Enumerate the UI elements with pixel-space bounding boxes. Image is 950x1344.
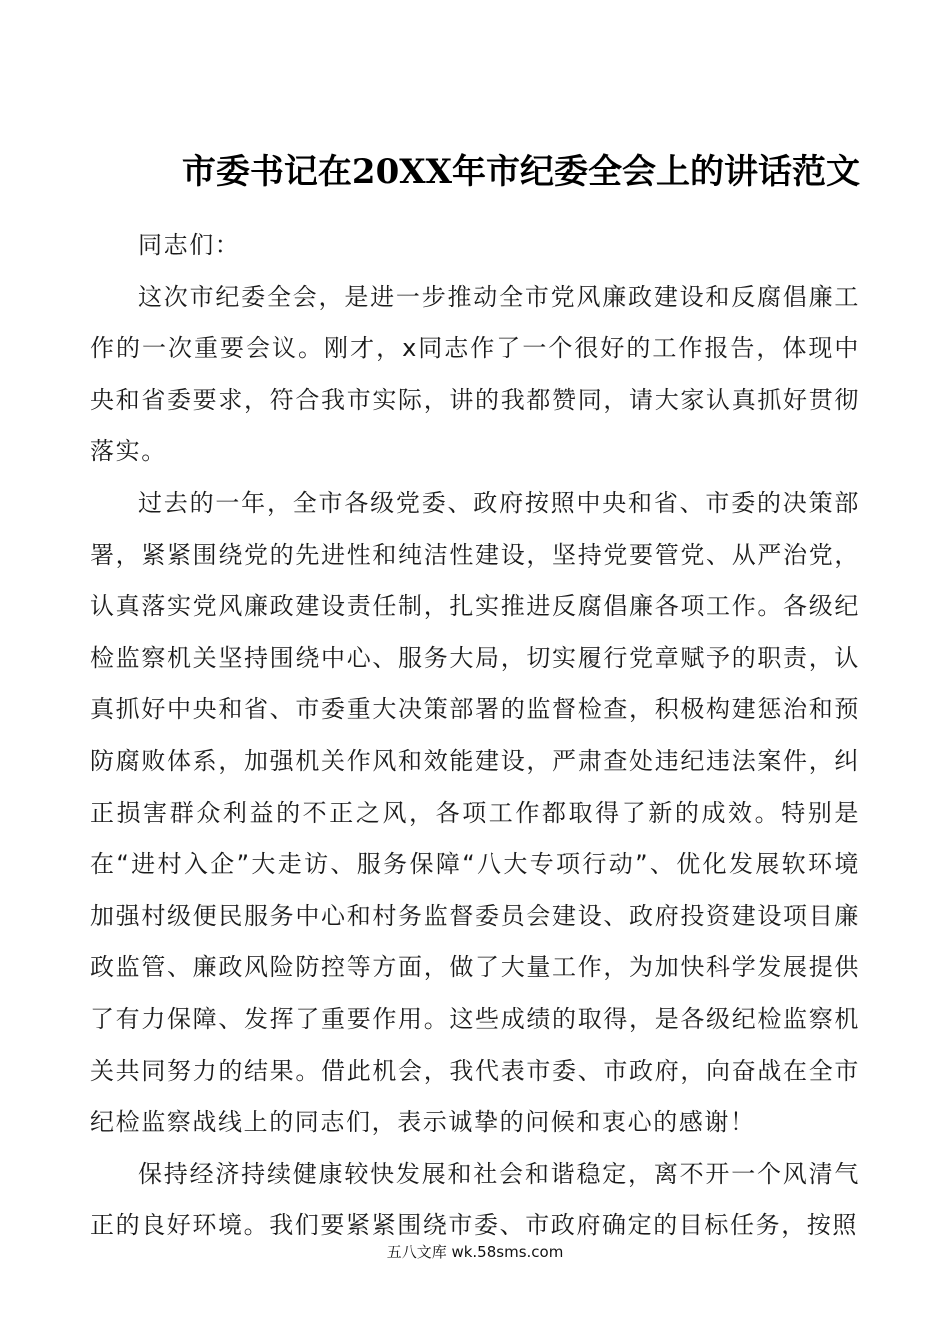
document-title: 市委书记在20XX年市纪委全会上的讲话范文 bbox=[181, 152, 860, 192]
paragraph-1: 这次市纪委全会，是进一步推动全市党风廉政建设和反腐倡廉工作的一次重要会议。刚才，x同志作了一个很好的工作报告，体现中央和省委要求，符合我市实际，讲的我都赞同，请大家认真抓好贯彻落实。 bbox=[90, 282, 860, 466]
salutation: 同志们： bbox=[138, 231, 241, 259]
footer-watermark: 五八文库 wk.58sms.com bbox=[386, 1243, 564, 1261]
document-body bbox=[90, 220, 860, 1252]
paragraph-3: 保持经济持续健康较快发展和社会和谐稳定，离不开一个风清气正的良好环境。我们要紧紧围绕市委、市政府确定的目标任务，按照 bbox=[90, 1159, 860, 1240]
paragraph-2: 过去的一年，全市各级党委、政府按照中央和省、市委的决策部署，紧紧围绕党的先进性和纯洁性建设，坚持党要管党、从严治党，认真落实党风廉政建设责任制，扎实推进反腐倡廉各项工作。各级纪检监察机关坚持围绕中心、服务大局，切实履行党章赋予的职责，认真抓好中央和省、市委重大决策部署的监督检查，积极构建惩治和预防腐败体系，加强机关作风和效能建设，严肃查处违纪违法案件，纠正损害群众利益的不正之风，各项工作都取得了新的成效。特别是在“进村入企”大走访、服务保障“八大专项行动”、优化发展软环境加强村级便民服务中心和村务监督委员会建设、政府投资建设项目廉政监管、廉政风险防控等方面，做了大量工作，为加快科学发展提供了有力保障、发挥了重要作用。这些成绩的取得，是各级纪检监察机关共同努力的结果。借此机会，我代表市委、市政府，向奋战在全市纪检监察战线上的同志们，表示诚挚的问候和衷心的感谢！ bbox=[90, 488, 860, 1137]
